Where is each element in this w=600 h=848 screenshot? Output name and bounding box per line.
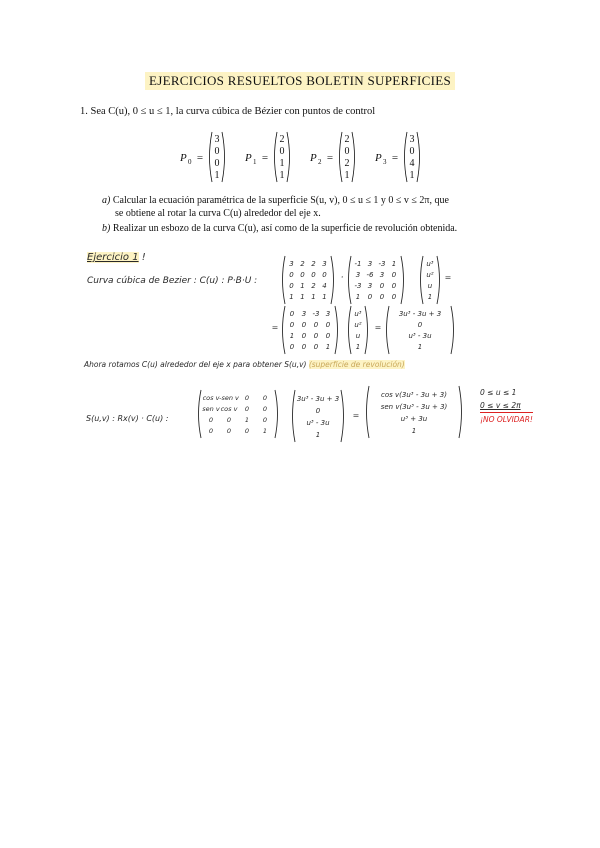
vector-u-cell: u² <box>426 271 434 279</box>
matrix-p-cell: 0 <box>300 271 305 279</box>
matrix-r-cell: 1 <box>244 416 250 424</box>
matrix-p-lparen <box>283 256 286 304</box>
matrix-p-cell: 0 <box>289 271 294 279</box>
vector-u2-cell: u <box>355 332 361 340</box>
matrix-p-rparen <box>331 256 334 304</box>
matrix-p-cell: 1 <box>300 293 305 301</box>
cp-vector-1-lparen <box>275 132 278 182</box>
cp-value: 1 <box>214 170 220 181</box>
vector-u2-cell: u³ <box>354 310 362 318</box>
cp-value: 0 <box>279 146 285 157</box>
cp-label: P <box>245 152 252 164</box>
matrix-b-cell: -6 <box>366 271 374 279</box>
cp-value: 3 <box>409 134 415 145</box>
matrix-p-cell: 0 <box>311 271 316 279</box>
curve-label: Curva cúbica de Bezier : C(u) : P·B·U : <box>87 276 258 286</box>
vector-s-cell: sen v(3u³ - 3u + 3) <box>380 403 448 411</box>
vector-c-rparen <box>451 306 454 354</box>
matrix-pb-cell: 3 <box>325 310 331 318</box>
rotation-note: (superficie de revolución) <box>308 360 405 369</box>
cp-equals: = <box>261 152 269 164</box>
matrix-p-cell: 1 <box>289 293 294 301</box>
matrix-pb-cell: 0 <box>301 321 307 329</box>
vector-c-lparen <box>387 306 390 354</box>
matrix-r-cell: 0 <box>226 427 232 435</box>
eq-op: = <box>374 323 382 332</box>
cp-vector-0-lparen <box>210 132 213 182</box>
matrix-r-cell: 0 <box>262 416 268 424</box>
matrix-p-cell: 0 <box>289 282 294 290</box>
matrix-pb-cell: 1 <box>289 332 295 340</box>
control-points <box>180 130 440 186</box>
vector-u-rparen <box>437 256 440 304</box>
vector-s-lparen <box>367 386 370 438</box>
cp-vector-2-rparen <box>352 132 355 182</box>
matrix-b-cell: 0 <box>391 293 397 301</box>
matrix-b-cell: -3 <box>354 282 362 290</box>
rotation-text <box>84 360 405 369</box>
vector-c-cell: u³ - 3u <box>408 332 432 340</box>
cp-vector-1-rparen <box>287 132 290 182</box>
matrix-b-lparen <box>349 256 352 304</box>
notes-heading-excl: ! <box>141 252 146 263</box>
item-a <box>102 194 542 207</box>
rotation-text-main: Ahora rotamos C(u) alrededor del eje x para obtener S(u,v) <box>84 360 307 369</box>
matrix-b-cell: -1 <box>354 260 362 268</box>
matrix-p-cell: 2 <box>300 260 305 268</box>
matrix-r-cell: 0 <box>208 427 214 435</box>
matrix-p-cell: 4 <box>322 282 327 290</box>
ranges <box>480 386 533 426</box>
exercise-statement <box>80 106 375 117</box>
matrix-b-cell: 3 <box>379 271 385 279</box>
item-a-text: Calcular la ecuación paramétrica de la superficie S(u, v), 0 ≤ u ≤ 1 y 0 ≤ v ≤ 2π, que <box>112 195 449 206</box>
cp-value: 1 <box>344 170 350 181</box>
matrix-b-cell: 1 <box>391 260 397 268</box>
eq-op: = <box>271 323 279 332</box>
matrix-pb-cell: 1 <box>325 343 331 351</box>
vector-c-cell: 0 <box>417 321 423 329</box>
cp-equals: = <box>391 152 399 164</box>
matrix-r-cell: 0 <box>244 405 250 413</box>
vector-c-cell: 1 <box>417 343 423 351</box>
vector-c2-lparen <box>293 390 296 442</box>
vector-s-cell: 1 <box>411 427 417 435</box>
cp-sub: 2 <box>318 158 322 166</box>
cp-value: 2 <box>344 158 350 169</box>
matrix-pb-cell: 3 <box>301 310 307 318</box>
item-b-text: Realizar un esbozo de la curva C(u), así como de la superficie de revolución obtenida. <box>112 223 458 234</box>
dot-op: · <box>340 273 344 283</box>
matrix-b-cell: -3 <box>378 260 386 268</box>
matrix-r-rparen <box>275 390 278 438</box>
cp-value: 1 <box>279 170 285 181</box>
range-u: 0 ≤ u ≤ 1 <box>480 388 517 397</box>
cp-value: 0 <box>344 146 350 157</box>
vector-c2-cell: 3u³ - 3u + 3 <box>296 395 340 403</box>
matrix-pb-cell: 0 <box>313 332 319 340</box>
matrix-b-cell: 3 <box>355 271 361 279</box>
matrix-b-cell: 3 <box>367 282 373 290</box>
item-a-text2: se obtiene al rotar la curva C(u) alrededor del eje x. <box>115 208 321 219</box>
matrix-b-cell: 1 <box>355 293 361 301</box>
vector-c2-cell: 0 <box>315 407 321 415</box>
matrix-r-cell: cos v <box>220 405 238 413</box>
matrix-pb-cell: -3 <box>312 310 320 318</box>
matrix-pb-cell: 0 <box>301 343 307 351</box>
matrix-r-cell: 0 <box>208 416 214 424</box>
eq-op: = <box>352 411 360 420</box>
vector-u2-cell: u² <box>354 321 362 329</box>
cp-value: 1 <box>409 170 415 181</box>
cp-vector-3-rparen <box>417 132 420 182</box>
matrix-pb-cell: 0 <box>301 332 307 340</box>
matrix-pb-cell: 0 <box>289 310 295 318</box>
matrix-p-cell: 3 <box>289 260 294 268</box>
vector-u-cell: u <box>427 282 433 290</box>
matrix-r-cell: 0 <box>262 405 268 413</box>
matrix-b-cell: 0 <box>379 282 385 290</box>
s-label: S(u,v) : Rx(v) · C(u) : <box>86 414 169 423</box>
vector-c-cell: 3u³ - 3u + 3 <box>398 310 442 318</box>
matrix-p-cell: 3 <box>322 260 327 268</box>
vector-u-cell: 1 <box>427 293 433 301</box>
cp-equals: = <box>196 152 204 164</box>
vector-s-cell: u³ + 3u <box>400 415 428 423</box>
cp-vector-3-lparen <box>405 132 408 182</box>
matrix-r-cell: 0 <box>262 394 268 402</box>
matrix-b-cell: 0 <box>367 293 373 301</box>
matrix-b-cell: 0 <box>391 271 397 279</box>
matrix-pb-cell: 0 <box>325 321 331 329</box>
matrix-p-cell: 0 <box>322 271 327 279</box>
matrix-r-cell: 1 <box>262 427 268 435</box>
vector-c2-rparen <box>341 390 344 442</box>
matrix-b-cell: 0 <box>379 293 385 301</box>
matrix-p-cell: 2 <box>311 282 316 290</box>
cp-value: 4 <box>409 158 415 169</box>
cp-label: P <box>180 152 187 164</box>
matrix-pb-lparen <box>283 306 286 354</box>
cp-equals: = <box>326 152 334 164</box>
vector-u2-cell: 1 <box>355 343 361 351</box>
matrix-r-cell: -sen v <box>219 394 239 402</box>
matrix-p-cell: 1 <box>322 293 327 301</box>
vector-u-cell: u³ <box>426 260 434 268</box>
matrix-p-cell: 1 <box>311 293 316 301</box>
cp-sub: 3 <box>383 158 387 166</box>
matrix-pb-cell: 0 <box>313 321 319 329</box>
matrix-pb-cell: 0 <box>289 321 295 329</box>
cp-value: 0 <box>409 146 415 157</box>
vector-u2-lparen <box>349 306 352 354</box>
eq-op: = <box>444 273 452 282</box>
cp-value: 0 <box>214 146 220 157</box>
matrix-pb-rparen <box>335 306 338 354</box>
cp-label: P <box>310 152 317 164</box>
cp-value: 0 <box>214 158 220 169</box>
matrix-b-rparen <box>401 256 404 304</box>
page-title: EJERCICIOS RESUELTOS BOLETIN SUPERFICIES <box>145 72 455 90</box>
vector-s-rparen <box>459 386 462 438</box>
cp-vector-2-lparen <box>340 132 343 182</box>
cp-sub: 0 <box>188 158 192 166</box>
matrix-pb-cell: 0 <box>289 343 295 351</box>
matrix-pb-cell: 0 <box>313 343 319 351</box>
vector-u-lparen <box>421 256 424 304</box>
vector-s-cell: cos v(3u³ - 3u + 3) <box>381 391 447 399</box>
item-b <box>102 222 552 235</box>
exercise-number: 1. <box>80 106 88 117</box>
cp-label: P <box>375 152 382 164</box>
notes-heading-text: Ejercicio 1 <box>87 252 139 263</box>
cp-sub: 1 <box>253 158 257 166</box>
cp-vector-0-rparen <box>222 132 225 182</box>
item-b-marker: b) <box>102 223 111 234</box>
vector-c2-cell: 1 <box>315 431 321 439</box>
item-a-marker: a) <box>102 195 111 206</box>
matrix-p-cell: 1 <box>300 282 305 290</box>
cp-value: 3 <box>214 134 220 145</box>
exercise-text: Sea C(u), 0 ≤ u ≤ 1, la curva cúbica de Bézier con puntos de control <box>90 106 376 117</box>
matrix-r-cell: cos v <box>202 394 220 402</box>
item-a-cont <box>115 207 545 220</box>
range-v: 0 ≤ v ≤ 2π <box>480 401 521 410</box>
cp-value: 1 <box>279 158 285 169</box>
cp-value: 2 <box>344 134 350 145</box>
matrix-r-cell: 0 <box>226 416 232 424</box>
matrix-r-lparen <box>199 390 202 438</box>
matrix-r-cell: 0 <box>244 427 250 435</box>
matrix-b-cell: 3 <box>367 260 373 268</box>
page-title-wrap <box>0 70 600 90</box>
vector-c2-cell: u³ - 3u <box>306 419 330 427</box>
matrix-r-cell: 0 <box>244 394 250 402</box>
matrix-r-cell: sen v <box>202 405 220 413</box>
cp-value: 2 <box>279 134 285 145</box>
matrix-pb-cell: 0 <box>325 332 331 340</box>
matrix-p-cell: 2 <box>311 260 316 268</box>
vector-u2-rparen <box>365 306 368 354</box>
matrix-b-cell: 0 <box>391 282 397 290</box>
reminder: ¡NO OLVIDAR! <box>480 412 533 426</box>
